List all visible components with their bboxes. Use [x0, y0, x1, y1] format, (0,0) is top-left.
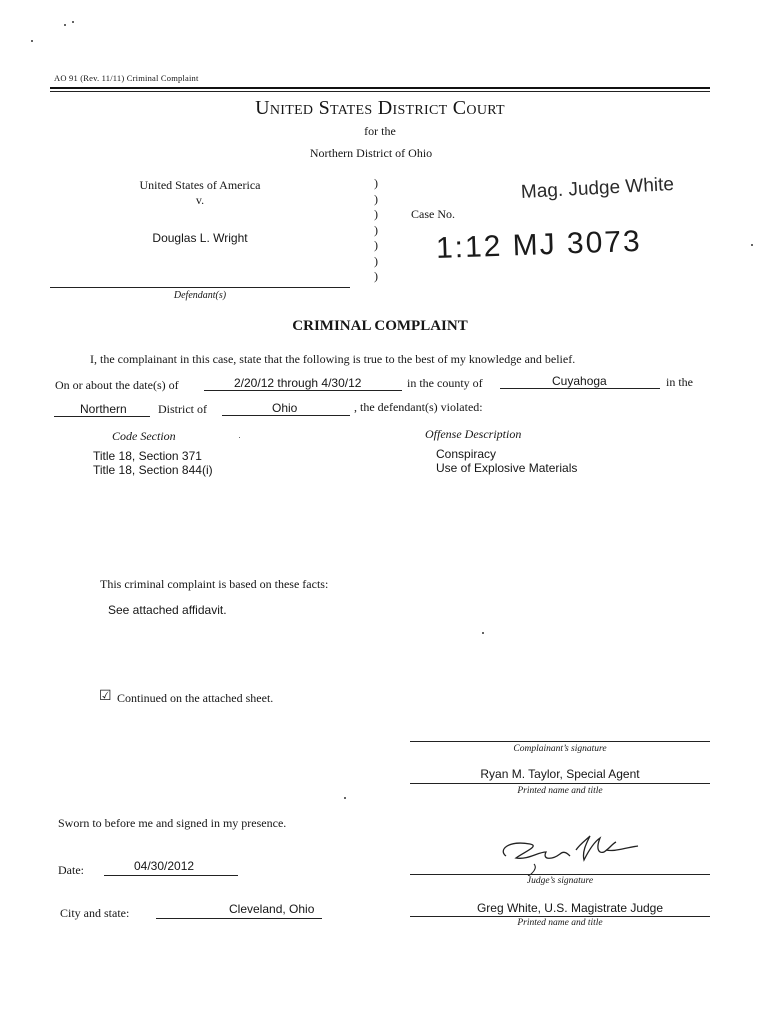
complainant-name-line — [410, 783, 710, 784]
violated-label: , the defendant(s) violated: — [354, 400, 483, 414]
paren: ) — [374, 269, 378, 283]
complaint-heading: CRIMINAL COMPLAINT — [292, 318, 468, 334]
plaintiff-name: United States of America — [139, 178, 261, 192]
court-for-label: for the — [364, 124, 396, 138]
court-title: United States District Court — [255, 97, 505, 119]
paren: ) — [374, 238, 378, 252]
district-value: Northern — [80, 402, 127, 416]
continued-label: Continued on the attached sheet. — [117, 691, 274, 705]
scan-speck — [72, 21, 74, 23]
judge-signature-label: Judge’s signature — [526, 876, 594, 886]
sworn-statement: Sworn to before me and signed in my presence. — [58, 816, 287, 830]
date-label: Date: — [58, 863, 84, 877]
scan-speck — [344, 797, 346, 799]
defendant-label: Defendant(s) — [173, 290, 227, 301]
scan-speck — [751, 244, 753, 246]
judge-name: Greg White, U.S. Magistrate Judge — [476, 901, 664, 915]
case-no-label: Case No. — [411, 207, 455, 221]
code-section-header: Code Section — [112, 429, 176, 443]
judge-name-label: Printed name and title — [517, 918, 603, 928]
checkbox-checked-icon[interactable]: ☑ — [99, 688, 112, 704]
judge-name-line — [410, 916, 710, 917]
complainant-name: Ryan M. Taylor, Special Agent — [480, 767, 640, 781]
county-value: Cuyahoga — [552, 374, 607, 388]
case-number-stamp: 1:12 MJ 3073 — [435, 224, 643, 265]
county-line — [500, 388, 660, 389]
defendant-name: Douglas L. Wright — [152, 231, 248, 245]
in-the-label: in the — [666, 375, 693, 389]
paren: ) — [374, 207, 378, 221]
facts-label: This criminal complaint is based on these facts: — [100, 577, 329, 591]
county-label: in the county of — [407, 376, 483, 390]
paren: ) — [374, 253, 378, 268]
defendant-line — [50, 287, 350, 288]
paren: ) — [374, 176, 378, 190]
dates-prefix: On or about the date(s) of — [55, 378, 179, 392]
caption-parentheses — [374, 176, 378, 285]
facts-value: See attached affidavit. — [108, 603, 227, 617]
complainant-signature-label: Complainant’s signature — [513, 744, 607, 754]
district-value-line — [54, 416, 150, 417]
scan-speck — [482, 632, 484, 634]
city-state-value: Cleveland, Ohio — [229, 902, 315, 916]
header-rule-top — [50, 87, 710, 89]
state-value: Ohio — [272, 401, 298, 415]
versus-label: v. — [195, 193, 205, 207]
header-rule-bottom — [50, 91, 710, 92]
date-line — [104, 875, 238, 876]
state-line — [222, 415, 350, 416]
complainant-name-label: Printed name and title — [517, 786, 603, 796]
dates-line — [204, 390, 402, 391]
form-id: AO 91 (Rev. 11/11) Criminal Complaint — [54, 73, 199, 83]
dates-value: 2/20/12 through 4/30/12 — [234, 376, 362, 390]
district-label: District of — [158, 402, 207, 416]
date-value: 04/30/2012 — [134, 859, 195, 873]
statement-text: I, the complainant in this case, state that the following is true to the best of my knowledge and belief. — [90, 352, 576, 366]
code-section-2: Title 18, Section 844(i) — [93, 463, 213, 477]
scan-speck — [239, 437, 240, 438]
scan-speck — [64, 24, 66, 26]
offense-description-header: Offense Description — [425, 427, 522, 441]
offense-1: Conspiracy — [436, 447, 497, 461]
complainant-signature-line — [410, 741, 710, 742]
paren: ) — [374, 191, 378, 206]
city-state-line — [156, 918, 322, 919]
judge-signature-line — [410, 874, 710, 875]
code-section-1: Title 18, Section 371 — [93, 449, 202, 463]
scan-speck — [31, 40, 33, 42]
judge-signature-image — [494, 830, 644, 876]
offense-2: Use of Explosive Materials — [436, 461, 578, 475]
paren: ) — [374, 222, 378, 237]
judge-stamp: Mag. Judge White — [520, 174, 675, 203]
city-state-label: City and state: — [60, 906, 130, 920]
court-district: Northern District of Ohio — [309, 146, 433, 160]
